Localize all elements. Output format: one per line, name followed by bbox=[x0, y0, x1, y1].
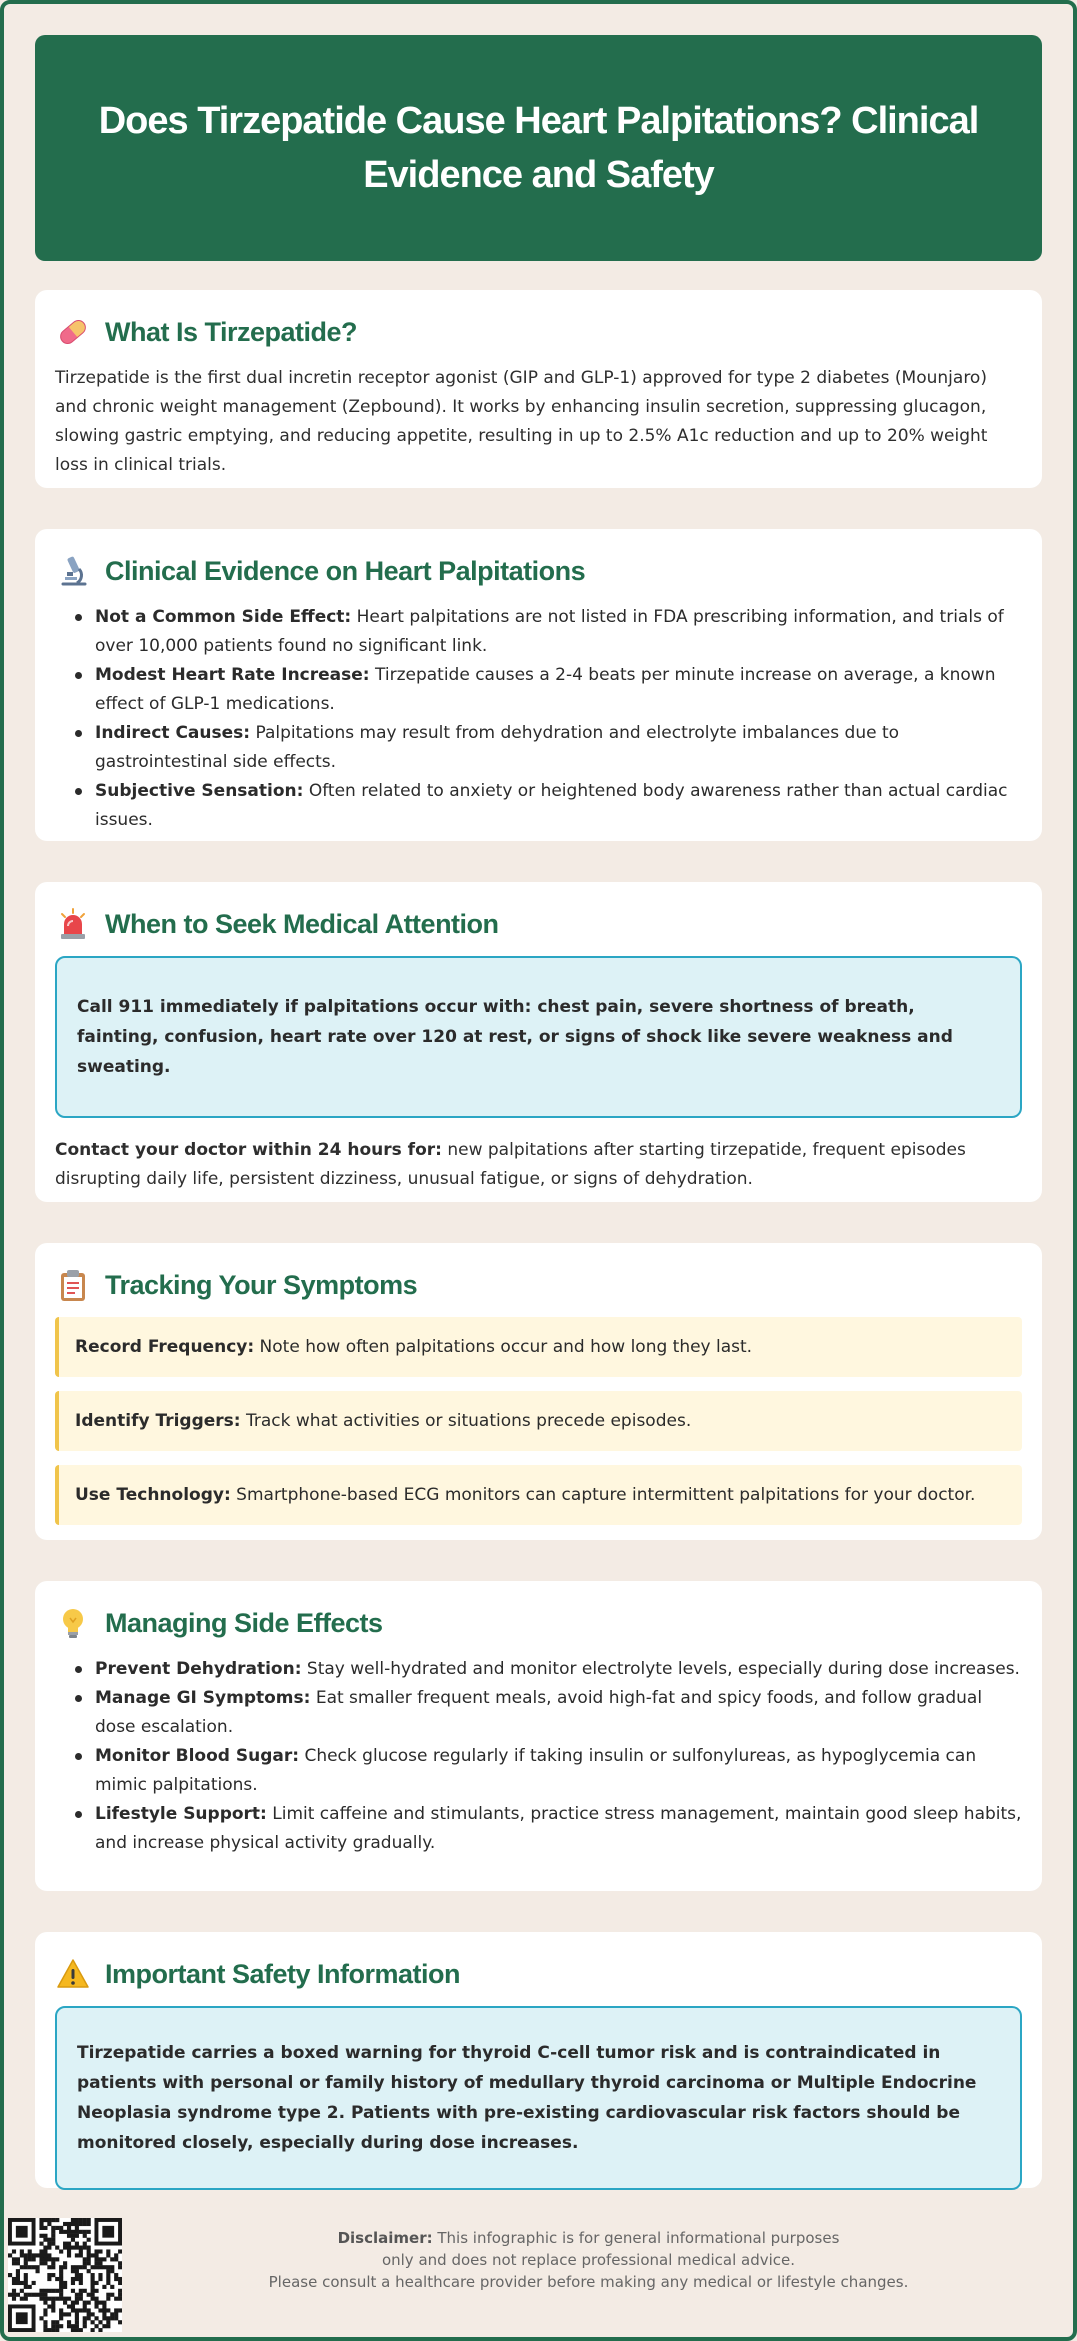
item-text: Eat smaller frequent meals, avoid high-fat and spicy foods, and follow gradual dose escalation. bbox=[95, 1688, 983, 1737]
microscope-icon bbox=[55, 553, 91, 589]
tip-text: Track what activities or situations precede episodes. bbox=[240, 1411, 692, 1431]
tracking-tip bbox=[55, 1317, 1022, 1377]
list-item bbox=[75, 1684, 1022, 1742]
tip-label: Record Frequency: bbox=[75, 1337, 255, 1357]
item-text: Heart palpitations are not listed in FDA prescribing information, and trials of over 10,000 patients found no significant link. bbox=[95, 607, 1004, 656]
section-header bbox=[55, 1954, 1022, 1994]
tip-text: Smartphone-based ECG monitors can capture intermittent palpitations for your doctor. bbox=[230, 1485, 976, 1505]
list-item bbox=[75, 661, 1022, 719]
item-label: Subjective Sensation: bbox=[95, 781, 304, 801]
contact-doctor-paragraph bbox=[55, 1136, 1022, 1194]
item-text: Tirzepatide causes a 2-4 beats per minute increase on average, a known effect of GLP-1 medications. bbox=[95, 665, 996, 714]
qr-code[interactable] bbox=[8, 2218, 122, 2332]
list-item bbox=[75, 1655, 1022, 1684]
tip-label: Identify Triggers: bbox=[75, 1411, 241, 1431]
section-what-is-tirzepatide bbox=[35, 290, 1042, 488]
section-title: Clinical Evidence on Heart Palpitations bbox=[105, 555, 586, 586]
list-item bbox=[75, 603, 1022, 661]
page-title: Does Tirzepatide Cause Heart Palpitations? Clinical Evidence and Safety bbox=[98, 100, 979, 196]
section-tracking-symptoms bbox=[35, 1243, 1042, 1540]
item-text: Palpitations may result from dehydration and electrolyte imbalances due to gastrointestinal side effects. bbox=[95, 723, 900, 772]
section-title: When to Seek Medical Attention bbox=[105, 908, 499, 939]
list-item bbox=[75, 1800, 1022, 1858]
item-label: Not a Common Side Effect: bbox=[95, 607, 352, 627]
tracking-tip bbox=[55, 1465, 1022, 1525]
warning-icon bbox=[55, 1956, 91, 1992]
disclaimer-line-1: This infographic is for general informational purposes bbox=[432, 2229, 840, 2247]
item-text: Check glucose regularly if taking insulin or sulfonylureas, as hypoglycemia can mimic palpitations. bbox=[95, 1746, 977, 1795]
item-text: Often related to anxiety or heightened body awareness rather than actual cardiac issues. bbox=[95, 781, 1008, 830]
emergency-alert-box: Call 911 immediately if palpitations occur with: chest pain, severe shortness of breath, fainting, confusion, heart rate over 120 at rest, or signs of shock like severe weakness and sweating. bbox=[55, 956, 1022, 1118]
section-paragraph: Tirzepatide is the first dual incretin receptor agonist (GIP and GLP-1) approved for type 2 diabetes (Mounjaro) and chronic weight management (Zepbound). It works by enhancing insulin secretion, suppressing glucagon, slowing gastric emptying, and reducing appetite, resulting in up to 2.5% A1c reduction and up to 20% weight loss in clinical trials. bbox=[55, 368, 988, 475]
lightbulb-icon bbox=[55, 1605, 91, 1641]
item-text: Stay well-hydrated and monitor electrolyte levels, especially during dose increases. bbox=[301, 1659, 1020, 1679]
clipboard-icon bbox=[55, 1267, 91, 1303]
section-clinical-evidence bbox=[35, 529, 1042, 841]
tracking-tip bbox=[55, 1391, 1022, 1451]
tip-label: Use Technology: bbox=[75, 1485, 231, 1505]
item-label: Monitor Blood Sugar: bbox=[95, 1746, 300, 1766]
section-safety-information bbox=[35, 1932, 1042, 2188]
disclaimer-label: Disclaimer: bbox=[337, 2229, 433, 2247]
section-header bbox=[55, 1265, 1022, 1305]
item-label: Prevent Dehydration: bbox=[95, 1659, 302, 1679]
section-header bbox=[55, 1603, 1022, 1643]
disclaimer bbox=[140, 2227, 1037, 2293]
section-header bbox=[55, 904, 1022, 944]
item-label: Modest Heart Rate Increase: bbox=[95, 665, 370, 685]
pill-icon bbox=[55, 314, 91, 350]
list-item bbox=[75, 719, 1022, 777]
item-label: Indirect Causes: bbox=[95, 723, 251, 743]
evidence-list bbox=[75, 603, 1022, 835]
list-item bbox=[75, 1742, 1022, 1800]
section-title: Managing Side Effects bbox=[105, 1607, 383, 1638]
disclaimer-line-3: Please consult a healthcare provider before making any medical or lifestyle changes. bbox=[268, 2273, 909, 2291]
section-header bbox=[55, 551, 1022, 591]
managing-list bbox=[75, 1655, 1022, 1858]
item-text: Limit caffeine and stimulants, practice stress management, maintain good sleep habits, and increase physical activity gradually. bbox=[95, 1804, 1022, 1853]
siren-icon bbox=[55, 906, 91, 942]
tip-text: Note how often palpitations occur and how long they last. bbox=[254, 1337, 753, 1357]
section-title: Important Safety Information bbox=[105, 1958, 461, 1989]
disclaimer-line-2: only and does not replace professional medical advice. bbox=[381, 2251, 796, 2269]
section-title: Tracking Your Symptoms bbox=[105, 1269, 418, 1300]
contact-label: Contact your doctor within 24 hours for: bbox=[55, 1140, 442, 1160]
list-item bbox=[75, 777, 1022, 835]
section-seek-medical-attention bbox=[35, 882, 1042, 1202]
section-managing-side-effects bbox=[35, 1581, 1042, 1891]
contact-text: new palpitations after starting tirzepatide, frequent episodes disrupting daily life, persistent dizziness, unusual fatigue, or signs of dehydration. bbox=[55, 1140, 966, 1189]
item-label: Manage GI Symptoms: bbox=[95, 1688, 311, 1708]
section-title: What Is Tirzepatide? bbox=[105, 316, 358, 347]
section-header bbox=[55, 312, 1022, 352]
safety-alert-box: Tirzepatide carries a boxed warning for thyroid C-cell tumor risk and is contraindicated in patients with personal or family history of medullary thyroid carcinoma or Multiple Endocrine Neoplasia syndrome type 2. Patients with pre-existing cardiovascular risk factors should be monitored closely, especially during dose increases. bbox=[55, 2006, 1022, 2190]
item-label: Lifestyle Support: bbox=[95, 1804, 267, 1824]
page-header bbox=[35, 35, 1042, 261]
